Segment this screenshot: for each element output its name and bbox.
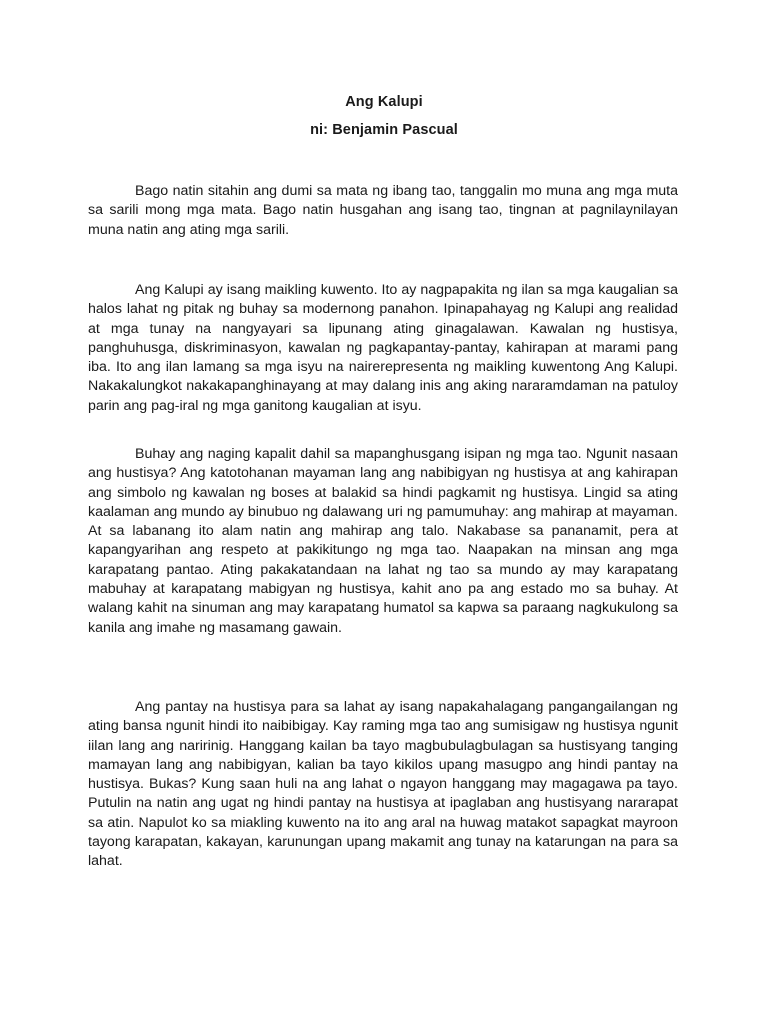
author-line: ni: Benjamin Pascual xyxy=(310,122,458,138)
paragraph-2: Ang Kalupi ay isang maikling kuwento. Ito ay nagpapakita ng ilan sa mga kaugalian sa halos lahat ng pitak ng buhay sa modernong panahon. Ipinapahayag ng Kalupi ang realidad at mga tunay na nangyayari sa lipunang ating ginagalawan. Kawalan ng hustisya, panghuhusga, diskriminasyon, kawalan ng pagkapantay-pantay, kahirapan at marami pang iba. Ito ang ilan lamang sa mga isyu na nairerepresenta ng maikling kuwentong Ang Kalupi. Nakakalungkot nakakapanghinayang at may dalang inis ang aking nararamdaman na patuloy parin ang pag-iral ng mga ganitong kaugalian at isyu. xyxy=(88,282,678,414)
paragraph-1: Bago natin sitahin ang dumi sa mata ng ibang tao, tanggalin mo muna ang mga muta sa sarili mong mga mata. Bago natin husgahan ang isang tao, tingnan at pagnilaynilayan muna natin ang ating mga sarili. xyxy=(88,183,678,238)
paragraph-3: Buhay ang naging kapalit dahil sa mapanghusgang isipan ng mga tao. Ngunit nasaan ang hustisya? Ang katotohanan mayaman lang ang nabibigyan ng hustisya at ang kahirapan ang simbolo ng kawalan ng boses at balakid sa hindi pagkamit ng hustisya. Lingid sa ating kaalaman ang mundo ay binubuo ng dalawang uri ng pamumuhay: ang mahirap at mayaman. At sa labanang ito alam natin ang mahirap ang talo. Nakabase sa pananamit, pera at kapangyarihan ang respeto at pakikitungo ng mga tao. Naapakan na minsan ang mga karapatang pantao. Ating pakakatandaan na lahat ng tao sa mundo ay may karapatang mabuhay at karapatang mabigyan ng hustisya, kahit ano pa ang estado mo sa buhay. At walang kahit na sinuman ang may karapatang humatol sa kapwa sa paraang nagkukulong sa kanila ang imahe ng masamang gawain. xyxy=(88,446,678,636)
document-title: Ang Kalupi xyxy=(345,94,423,110)
paragraph-4: Ang pantay na hustisya para sa lahat ay isang napakahalagang pangangailangan ng ating bansa ngunit hindi ito naibibigay. Kay raming mga tao ang sumisigaw ng hustisya ngunit iilan lang ang naririnig. Hanggang kailan ba tayo magbubulagbulagan sa hustisyang tanging mamayan lang ang nabibigyan, kalian ba tayo kikilos upang masugpo ang hindi pantay na hustisya. Bukas? Kung saan huli na ang lahat o ngayon hanggang may magagawa pa tayo. Putulin na natin ang ugat ng hindi pantay na hustisya at ipaglaban ang hustisyang nararapat sa atin. Napulot ko sa miakling kuwento na ito ang aral na huwag matakot sapagkat mayroon tayong karapatan, kakayan, karunungan upang makamit ang tunay na katarungan na para sa lahat. xyxy=(88,699,678,870)
